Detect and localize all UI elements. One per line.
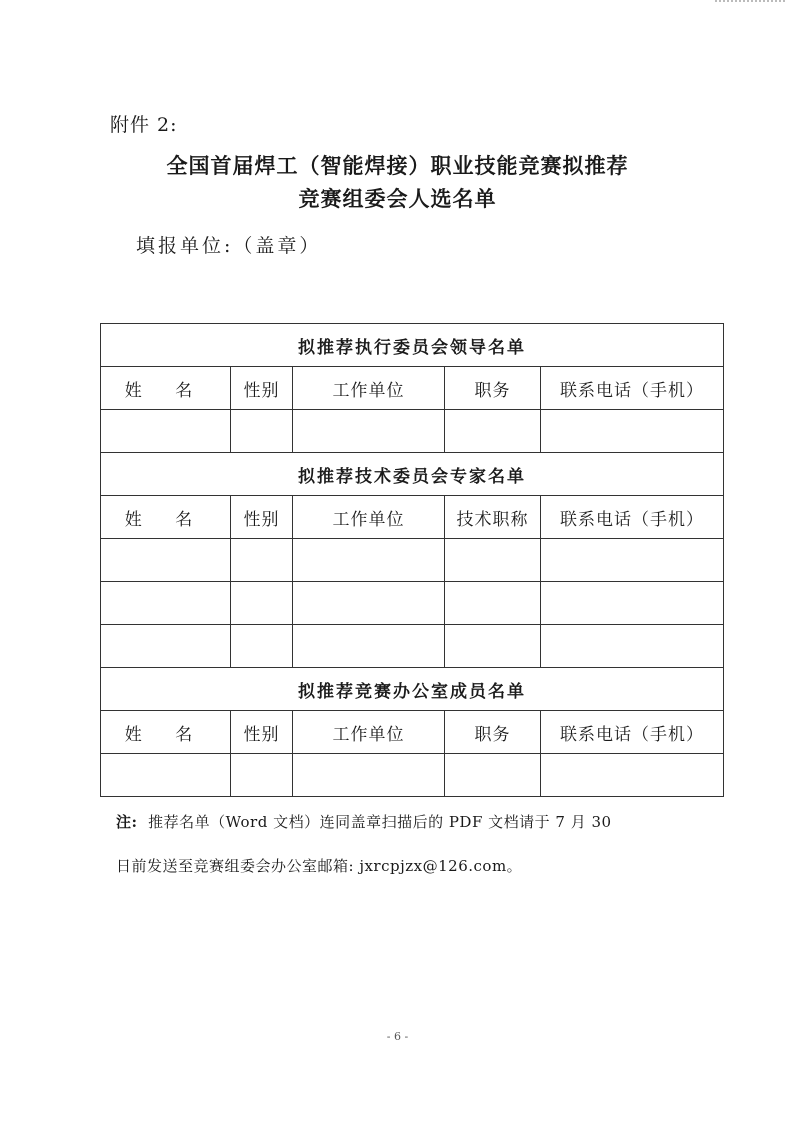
scan-mark <box>715 0 785 6</box>
blank-cell[interactable] <box>293 539 445 582</box>
table-row <box>101 625 724 668</box>
blank-cell[interactable] <box>101 410 231 453</box>
column-header: 性别 <box>231 367 293 410</box>
blank-cell[interactable] <box>445 582 541 625</box>
document-title-line1: 全国首届焊工（智能焊接）职业技能竞赛拟推荐 <box>166 154 629 178</box>
fill-unit-label: 填报单位:（盖章） <box>136 235 322 257</box>
table-row <box>101 410 724 453</box>
submission-note <box>116 800 716 888</box>
blank-cell[interactable] <box>231 410 293 453</box>
note-text-1: 推荐名单（Word 文档）连同盖章扫描后的 PDF 文档请于 7 月 30 <box>148 813 612 831</box>
section-title-row <box>101 324 724 367</box>
blank-cell[interactable] <box>445 625 541 668</box>
column-header: 技术职称 <box>445 496 541 539</box>
header-row <box>101 367 724 410</box>
column-header: 姓 名 <box>101 711 231 754</box>
column-header: 工作单位 <box>293 711 445 754</box>
column-header: 职务 <box>445 711 541 754</box>
section-title-row <box>101 453 724 496</box>
blank-cell[interactable] <box>445 539 541 582</box>
blank-cell[interactable] <box>541 754 724 797</box>
column-header: 联系电话（手机） <box>541 367 724 410</box>
section-title: 拟推荐执行委员会领导名单 <box>101 324 724 367</box>
table-row <box>101 582 724 625</box>
blank-cell[interactable] <box>231 625 293 668</box>
blank-cell[interactable] <box>293 582 445 625</box>
note-line-2: 日前发送至竞赛组委会办公室邮箱: jxrcpjzx@126.com。 <box>116 857 523 875</box>
document-title-line2: 竞赛组委会人选名单 <box>298 187 497 211</box>
note-lead: 注: <box>116 813 138 831</box>
table-row <box>101 539 724 582</box>
blank-cell[interactable] <box>541 582 724 625</box>
column-header: 工作单位 <box>293 367 445 410</box>
blank-cell[interactable] <box>231 582 293 625</box>
blank-cell[interactable] <box>231 539 293 582</box>
blank-cell[interactable] <box>101 625 231 668</box>
column-header: 联系电话（手机） <box>541 496 724 539</box>
blank-cell[interactable] <box>293 625 445 668</box>
blank-cell[interactable] <box>541 410 724 453</box>
header-row <box>101 711 724 754</box>
column-header: 性别 <box>231 496 293 539</box>
blank-cell[interactable] <box>541 539 724 582</box>
attachment-label: 附件 2: <box>110 114 178 136</box>
nomination-table <box>100 323 724 797</box>
blank-cell[interactable] <box>293 410 445 453</box>
column-header: 姓 名 <box>101 367 231 410</box>
blank-cell[interactable] <box>445 754 541 797</box>
table-row <box>101 754 724 797</box>
page-number: - 6 - <box>386 1030 409 1043</box>
section-title: 拟推荐技术委员会专家名单 <box>101 453 724 496</box>
column-header: 性别 <box>231 711 293 754</box>
blank-cell[interactable] <box>293 754 445 797</box>
column-header: 姓 名 <box>101 496 231 539</box>
column-header: 联系电话（手机） <box>541 711 724 754</box>
column-header: 职务 <box>445 367 541 410</box>
section-title-row <box>101 668 724 711</box>
header-row <box>101 496 724 539</box>
blank-cell[interactable] <box>101 754 231 797</box>
note-line-1 <box>116 800 716 844</box>
blank-cell[interactable] <box>231 754 293 797</box>
blank-cell[interactable] <box>445 410 541 453</box>
column-header: 工作单位 <box>293 496 445 539</box>
blank-cell[interactable] <box>541 625 724 668</box>
section-title: 拟推荐竞赛办公室成员名单 <box>101 668 724 711</box>
blank-cell[interactable] <box>101 539 231 582</box>
blank-cell[interactable] <box>101 582 231 625</box>
